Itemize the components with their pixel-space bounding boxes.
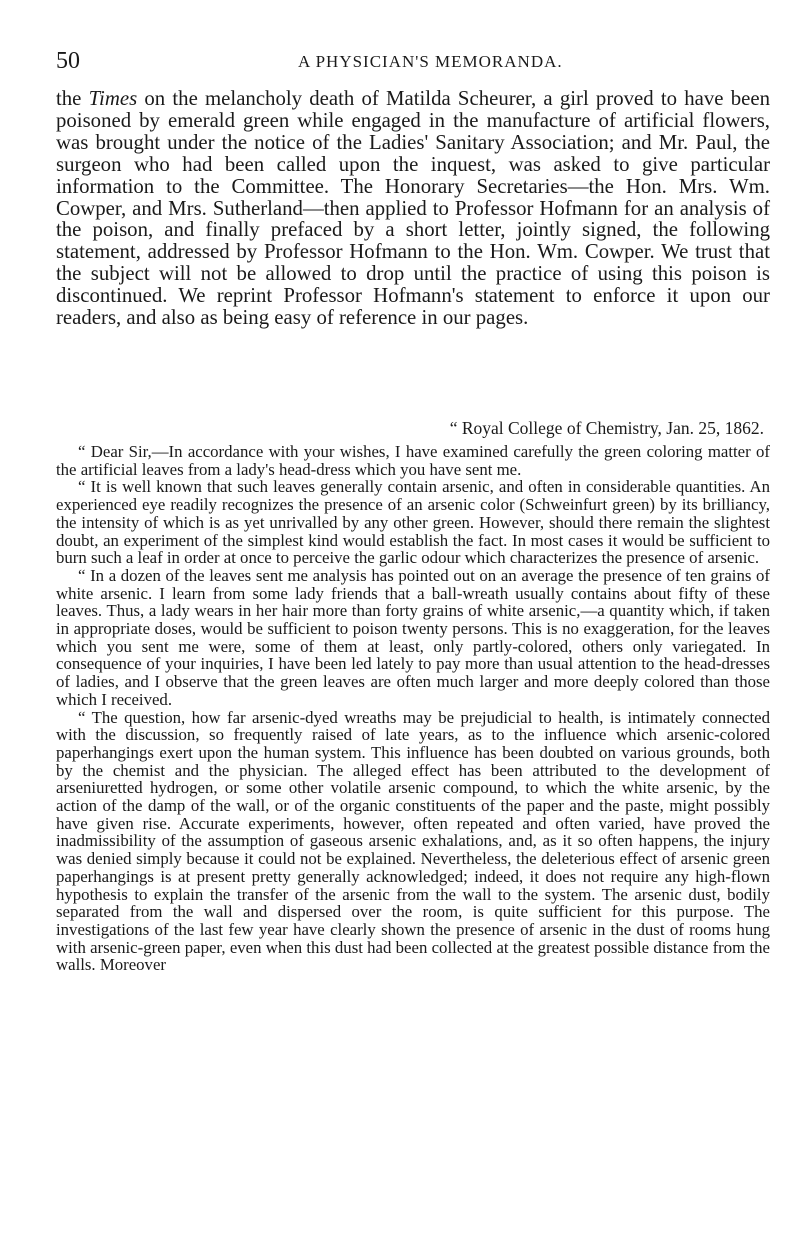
letter-paragraph: “ The question, how far arsenic-dyed wreaths may be prejudicial to health, is intimately connected with the discussion, so frequently raised of late years, as to the influence which arsenic-colored paperhangings exert upon the human system. This influence has been doubted on various grounds, both by the chemist and the physician. The alleged effect has been attributed to the development of arseniuretted hydrogen, or some other volatile arsenic compound, to which the white arsenic, by the action of the damp of the wall, or of the organic constituents of the paper and the paste, might possibly have given rise. Accurate experiments, however, often repeated and often varied, have proved the inadmissibility of the assumption of gaseous arsenic exhalations, and, as it so often happens, the injury was denied simply because it could not be explained. Nevertheless, the deleterious effect of arsenic green paperhangings is at present pretty generally acknowledged; indeed, it does not require any high-flown hypothesis to explain the transfer of the arsenic from the wall to the system. The arsenic dust, bodily separated from the wall and dispersed over the room, is quite sufficient for this purpose. The investigations of the last few year have clearly shown the presence of arsenic in the dust of rooms hung with arsenic-green paper, even when this dust had been collected at the greatest possible distance from the walls. Moreover	[56, 707, 770, 975]
body-paragraph	[56, 88, 770, 329]
intro-rest: on the melancholy death of Matilda Scheurer, a girl proved to have been poisoned by emerald green while engaged in the manufacture of artificial flowers, was brought under the notice of the Ladies' Sanitary Association; and Mr. Paul, the surgeon who had been called upon the inquest, was asked to give particular information to the Committee. The Honorary Secretaries—the Hon. Mrs. Wm. Cowper, and Mrs. Sutherland—then applied to Professor Hofmann for an analysis of the poison, and finally prefaced by a short letter, jointly signed, the following statement, addressed by Professor Hofmann to the Hon. Wm. Cowper. We trust that the subject will not be allowed to drop until the practice of using this poison is discontinued. We reprint Professor Hofmann's statement to enforce it upon our readers, and also as being easy of reference in our pages.	[56, 87, 771, 330]
newspaper-title: Times	[88, 87, 138, 110]
intro-paragraph	[56, 88, 770, 329]
hofmann-letter	[56, 443, 770, 974]
running-head: A PHYSICIAN'S MEMORANDA.	[298, 52, 563, 71]
intro-start: the	[56, 87, 89, 110]
letter-dateline: “ Royal College of Chemistry, Jan. 25, 1862.	[449, 418, 764, 438]
letter-paragraph: “ It is well known that such leaves generally contain arsenic, and often in considerable quantities. An experienced eye readily recognizes the presence of an arsenic color (Schweinfurt green) by its brilliancy, the intensity of which is as yet unrivalled by any other green. However, should there remain the slightest doubt, an experiment of the simplest kind would establish the fact. In most cases it would be sufficient to burn such a leaf in order at once to perceive the garlic odour which characterizes the presence of arsenic.	[56, 477, 770, 568]
letter-paragraph: “ In a dozen of the leaves sent me analysis has pointed out on an average the presence of ten grains of white arsenic. I learn from some lady friends that a ball-wreath usually contains about fifty of these leaves. Thus, a lady wears in her hair more than forty grains of white arsenic,—a quantity which, if taken in appropriate doses, would be sufficient to poison twenty persons. This is no exaggeration, for the leaves which you sent me were, some of them at least, only partly-colored, others only variegated. In consequence of your inquiries, I have been led lately to pay more than usual attention to the head-dresses of ladies, and I observe that the green leaves are often much larger and more deeply colored than those which I received.	[56, 565, 770, 709]
page-header	[56, 46, 768, 76]
page-number: 50	[56, 48, 80, 74]
letter-paragraph: “ Dear Sir,—In accordance with your wishes, I have examined carefully the green coloring matter of the artificial leaves from a lady's head-dress which you have sent me.	[56, 442, 770, 479]
